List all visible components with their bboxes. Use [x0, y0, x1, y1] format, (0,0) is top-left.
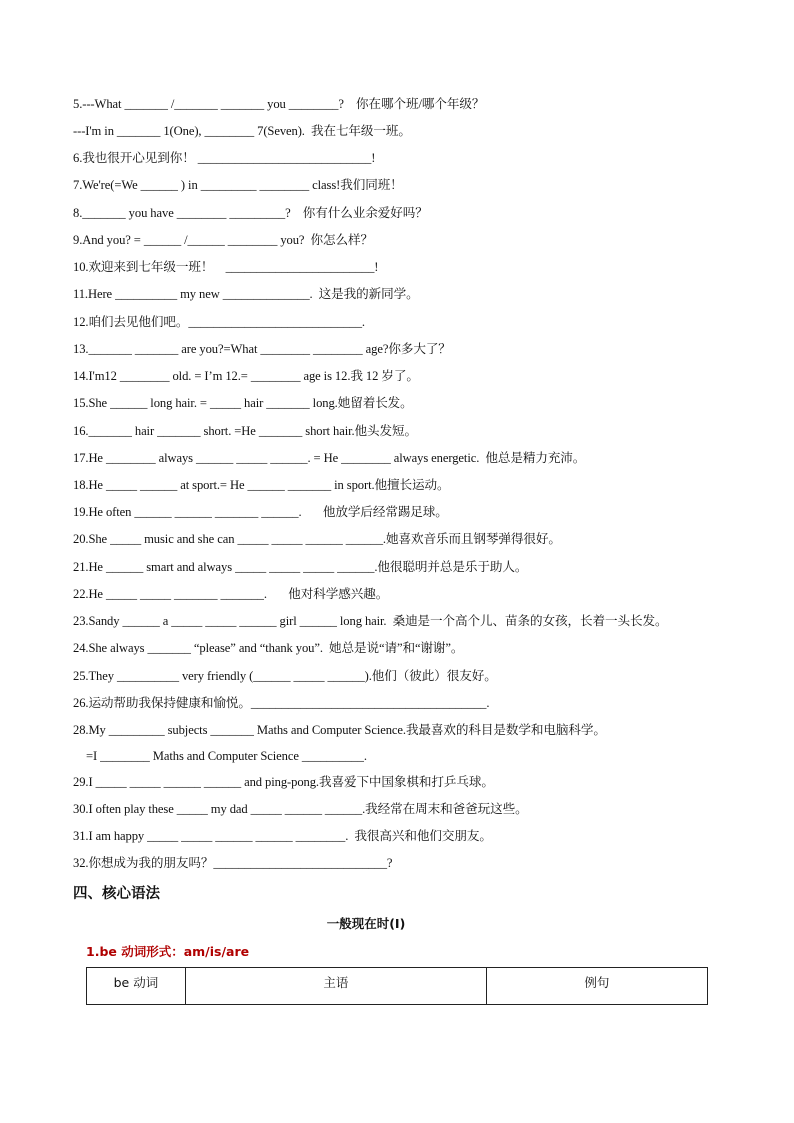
grammar-table: [86, 967, 708, 1005]
exercise-line: 24.She always _______ “please” and “thank you”. 她总是说“请”和“谢谢”。: [73, 641, 464, 655]
red-heading: 1.be 动词形式：am/is/are: [86, 944, 250, 959]
exercise-line: =I ________ Maths and Computer Science __________.: [86, 749, 367, 763]
exercise-line: 18.He _____ ______ at sport.= He ______ _______ in sport.他擅长运动。: [73, 478, 450, 492]
exercise-line: 5.---What _______ /_______ _______ you ________? 你在哪个班/哪个年级？: [73, 97, 485, 111]
exercise-line: 13._______ _______ are you?=What ________ ________ age?你多大了？: [73, 342, 451, 356]
table-header-cell: 主语: [185, 968, 486, 1005]
exercise-line: 9.And you? = ______ /______ ________ you? 你怎么样？: [73, 233, 373, 247]
exercise-line: 16._______ hair _______ short. =He _______ short hair.他头发短。: [73, 424, 418, 438]
exercise-line: 21.He ______ smart and always _____ _____ _____ ______.他很聪明并总是乐于助人。: [73, 560, 528, 574]
section-title: 四、核心语法: [73, 886, 160, 902]
table-header-row: [87, 968, 708, 1005]
exercise-line: 23.Sandy ______ a _____ _____ ______ girl ______ long hair. 桑迪是一个高个儿、苗条的女孩，长着一头长发。: [73, 614, 668, 628]
exercise-line: 30.I often play these _____ my dad _____ ______ ______.我经常在周末和爸爸玩这些。: [73, 802, 528, 816]
exercise-line: 15.She ______ long hair. = _____ hair _______ long.她留着长发。: [73, 396, 413, 410]
exercise-line: 11.Here __________ my new ______________. 这是我的新同学。: [73, 287, 419, 301]
exercise-line: 31.I am happy _____ _____ ______ ______ ________. 我很高兴和他们交朋友。: [73, 829, 492, 843]
grammar-subtitle: 一般现在时(I): [326, 916, 406, 931]
table-header-cell: 例句: [486, 968, 707, 1005]
exercise-line: 19.He often ______ ______ _______ ______. 他放学后经常踢足球。: [73, 505, 448, 519]
exercise-line: 29.I _____ _____ ______ ______ and ping-pong.我喜爱下中国象棋和打乒乓球。: [73, 775, 494, 789]
exercise-line: 28.My _________ subjects _______ Maths and Computer Science.我最喜欢的科目是数学和电脑科学。: [73, 723, 606, 737]
exercise-line: 20.She _____ music and she can _____ _____ ______ ______.她喜欢音乐而且钢琴弹得很好。: [73, 532, 561, 546]
exercise-line: 26.运动帮助我保持健康和愉悦。______________________________________.: [73, 696, 490, 710]
exercise-line: 12.咱们去见他们吧。____________________________.: [73, 315, 365, 329]
exercise-line: 6.我也很开心见到你！ ____________________________!: [73, 151, 376, 165]
exercise-line: ---I'm in _______ 1(One), ________ 7(Seven). 我在七年级一班。: [73, 124, 411, 138]
exercise-line: 22.He _____ _____ _______ _______. 他对科学感兴趣。: [73, 587, 389, 601]
exercise-line: 10.欢迎来到七年级一班！ ________________________!: [73, 260, 379, 274]
table-header-cell: be 动词: [87, 968, 186, 1005]
exercise-line: 14.I'm12 ________ old. = I’m 12.= ________ age is 12.我 12 岁了。: [73, 369, 419, 383]
exercise-line: 8._______ you have ________ _________? 你有什么业余爱好吗？: [73, 206, 428, 220]
exercise-line: 32.你想成为我的朋友吗？____________________________?: [73, 856, 393, 870]
exercise-line: 25.They __________ very friendly (______ _____ ______).他们（彼此）很友好。: [73, 669, 497, 683]
exercise-line: 7.We're(=We ______ ) in _________ ________ class!我们同班！: [73, 178, 403, 192]
exercise-line: 17.He ________ always ______ _____ ______. = He ________ always energetic. 他总是精力充沛。: [73, 451, 586, 465]
